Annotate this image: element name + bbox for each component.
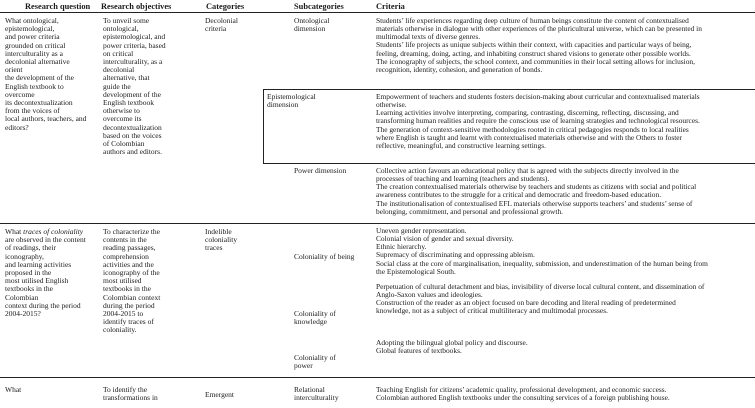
subcategory-coloniality-being: Coloniality of being	[294, 252, 355, 261]
row2-research-objective: To characterize the contents in the reading passages, comprehension activities and the iconography of the most utilised textbooks in the Colombian context during the period 2004-2015 to identify traces of coloniality.	[103, 227, 161, 335]
row-rule	[0, 377, 755, 378]
row3-research-objective: To identify the transformations in	[103, 385, 158, 403]
criteria-relational-interculturality: Teaching English for citizens’ academic quality, professional development, and economic success. Colombian authored English textbooks under the consulting services of a foreign publishing house.	[376, 385, 670, 403]
subcategory-coloniality-knowledge: Coloniality of knowledge	[294, 309, 336, 327]
question-rest: are observed in the content of readings, their iconography, and learning activities proposed in the most utilised English textbooks in the Colombian context during the period 2004-2015?	[5, 235, 86, 319]
header-subcategories: Subcategories	[294, 2, 344, 11]
row3-category: Emergent	[205, 390, 235, 399]
row1-research-question: What ontological, epistemological, and power criteria grounded on critical interculturality as a decolonial alternative orient the development of the English textbook to overcome its decontextualization from the voices of local authors, teachers, and editors?	[5, 16, 87, 132]
header-research-objectives: Research objectives	[101, 2, 172, 11]
criteria-coloniality-being: Uneven gender representation. Colonial vision of gender and sexual diversity. Ethnic hierarchy. Supremacy of discriminating and oppressing ableism. Social class at the core of marginalisation, inequality, submission, and underestimation of the human being from the Epistemological South.	[376, 226, 708, 276]
header-criteria: Criteria	[376, 2, 405, 11]
subcategory-epistemological: Epistemological dimension	[267, 92, 316, 110]
row3-research-question: What	[5, 385, 22, 394]
subcategory-relational-interculturality: Relational interculturality	[294, 385, 339, 403]
header-categories: Categories	[206, 2, 245, 11]
criteria-epistemological: Empowerment of teachers and students fosters decision-making about curricular and contextualised materials otherwise. Learning activities involve interpreting, comparing, contrasting, discerning, reflecting, discussing, and transforming human realities and require the conscious use of learning strategies and technological resources. The generation of context-sensitive methodologies rooted in critical pedagogies responds to local realities where English is taught and learnt with contextualised materials otherwise and with the Others to foster reflective, meaningful, and constructive learning settings.	[376, 92, 700, 150]
header-research-question: Research question	[25, 2, 91, 11]
subcategory-rule	[263, 163, 755, 164]
row1-research-objective: To unveil some ontological, epistemological, and power criteria, based on critical interculturality, as a decolonial alternative, that guide the development of the English textbook otherwise to overcome its decontextualization based on the voices of Colombian authors and editors.	[103, 16, 166, 157]
subcategory-rule	[263, 89, 755, 90]
row-rule	[0, 223, 755, 224]
subcategory-power: Power dimension	[294, 166, 347, 175]
question-prefix: What	[5, 227, 24, 236]
subcategory-ontological: Ontological dimension	[294, 16, 330, 34]
row1-category: Decolonial criteria	[205, 16, 238, 34]
criteria-power: Collective action favours an educational policy that is agreed with the subjects directly involved in the processes of teaching and learning (teachers and students). The creation contextualised materials otherwise by teachers and students as citizens with social and political awareness contributes to the struggle for a critical and democratic and freedom-based education. The institutionalisation of contextualised EFL materials otherwise supports teachers’ and students’ sense of belonging, commitment, and personal and professional growth.	[376, 166, 697, 216]
question-emphasis: traces of coloniality	[23, 227, 84, 236]
subcategory-coloniality-power: Coloniality of power	[294, 353, 336, 371]
header-rule	[0, 12, 755, 13]
row2-category: Indelible coloniality traces	[205, 227, 238, 253]
criteria-coloniality-knowledge: Perpetuation of cultural detachment and bias, invisibility of diverse local cultural content, and dissemination of Anglo-Saxon values and ideologies. Construction of the reader as an object focused on bare decoding and literal reading of predetermined knowledge, not as a subject of critical multiliteracy and multimodal processes.	[376, 282, 705, 316]
criteria-ontological: Students’ life experiences regarding deep culture of human beings constitute the content of contextualised materials otherwise in dialogue with other experiences of the pluricultural universe, which can be presented in multimodal texts of diverse genres. Students’ life projects as unique subjects within their context, with capacities and particular ways of being, feeling, dreaming, doing, acting, and inhabiting construct shared visions to generate other possible worlds. The iconography of subjects, the school context, and communities in their local setting allows for inclusion, recognition, identity, cohesion, and generation of bonds.	[376, 16, 702, 74]
criteria-coloniality-power: Adopting the bilingual global policy and discourse. Global features of textbooks.	[376, 338, 528, 356]
subcategory-divider	[263, 89, 264, 163]
row2-research-question	[5, 228, 86, 318]
